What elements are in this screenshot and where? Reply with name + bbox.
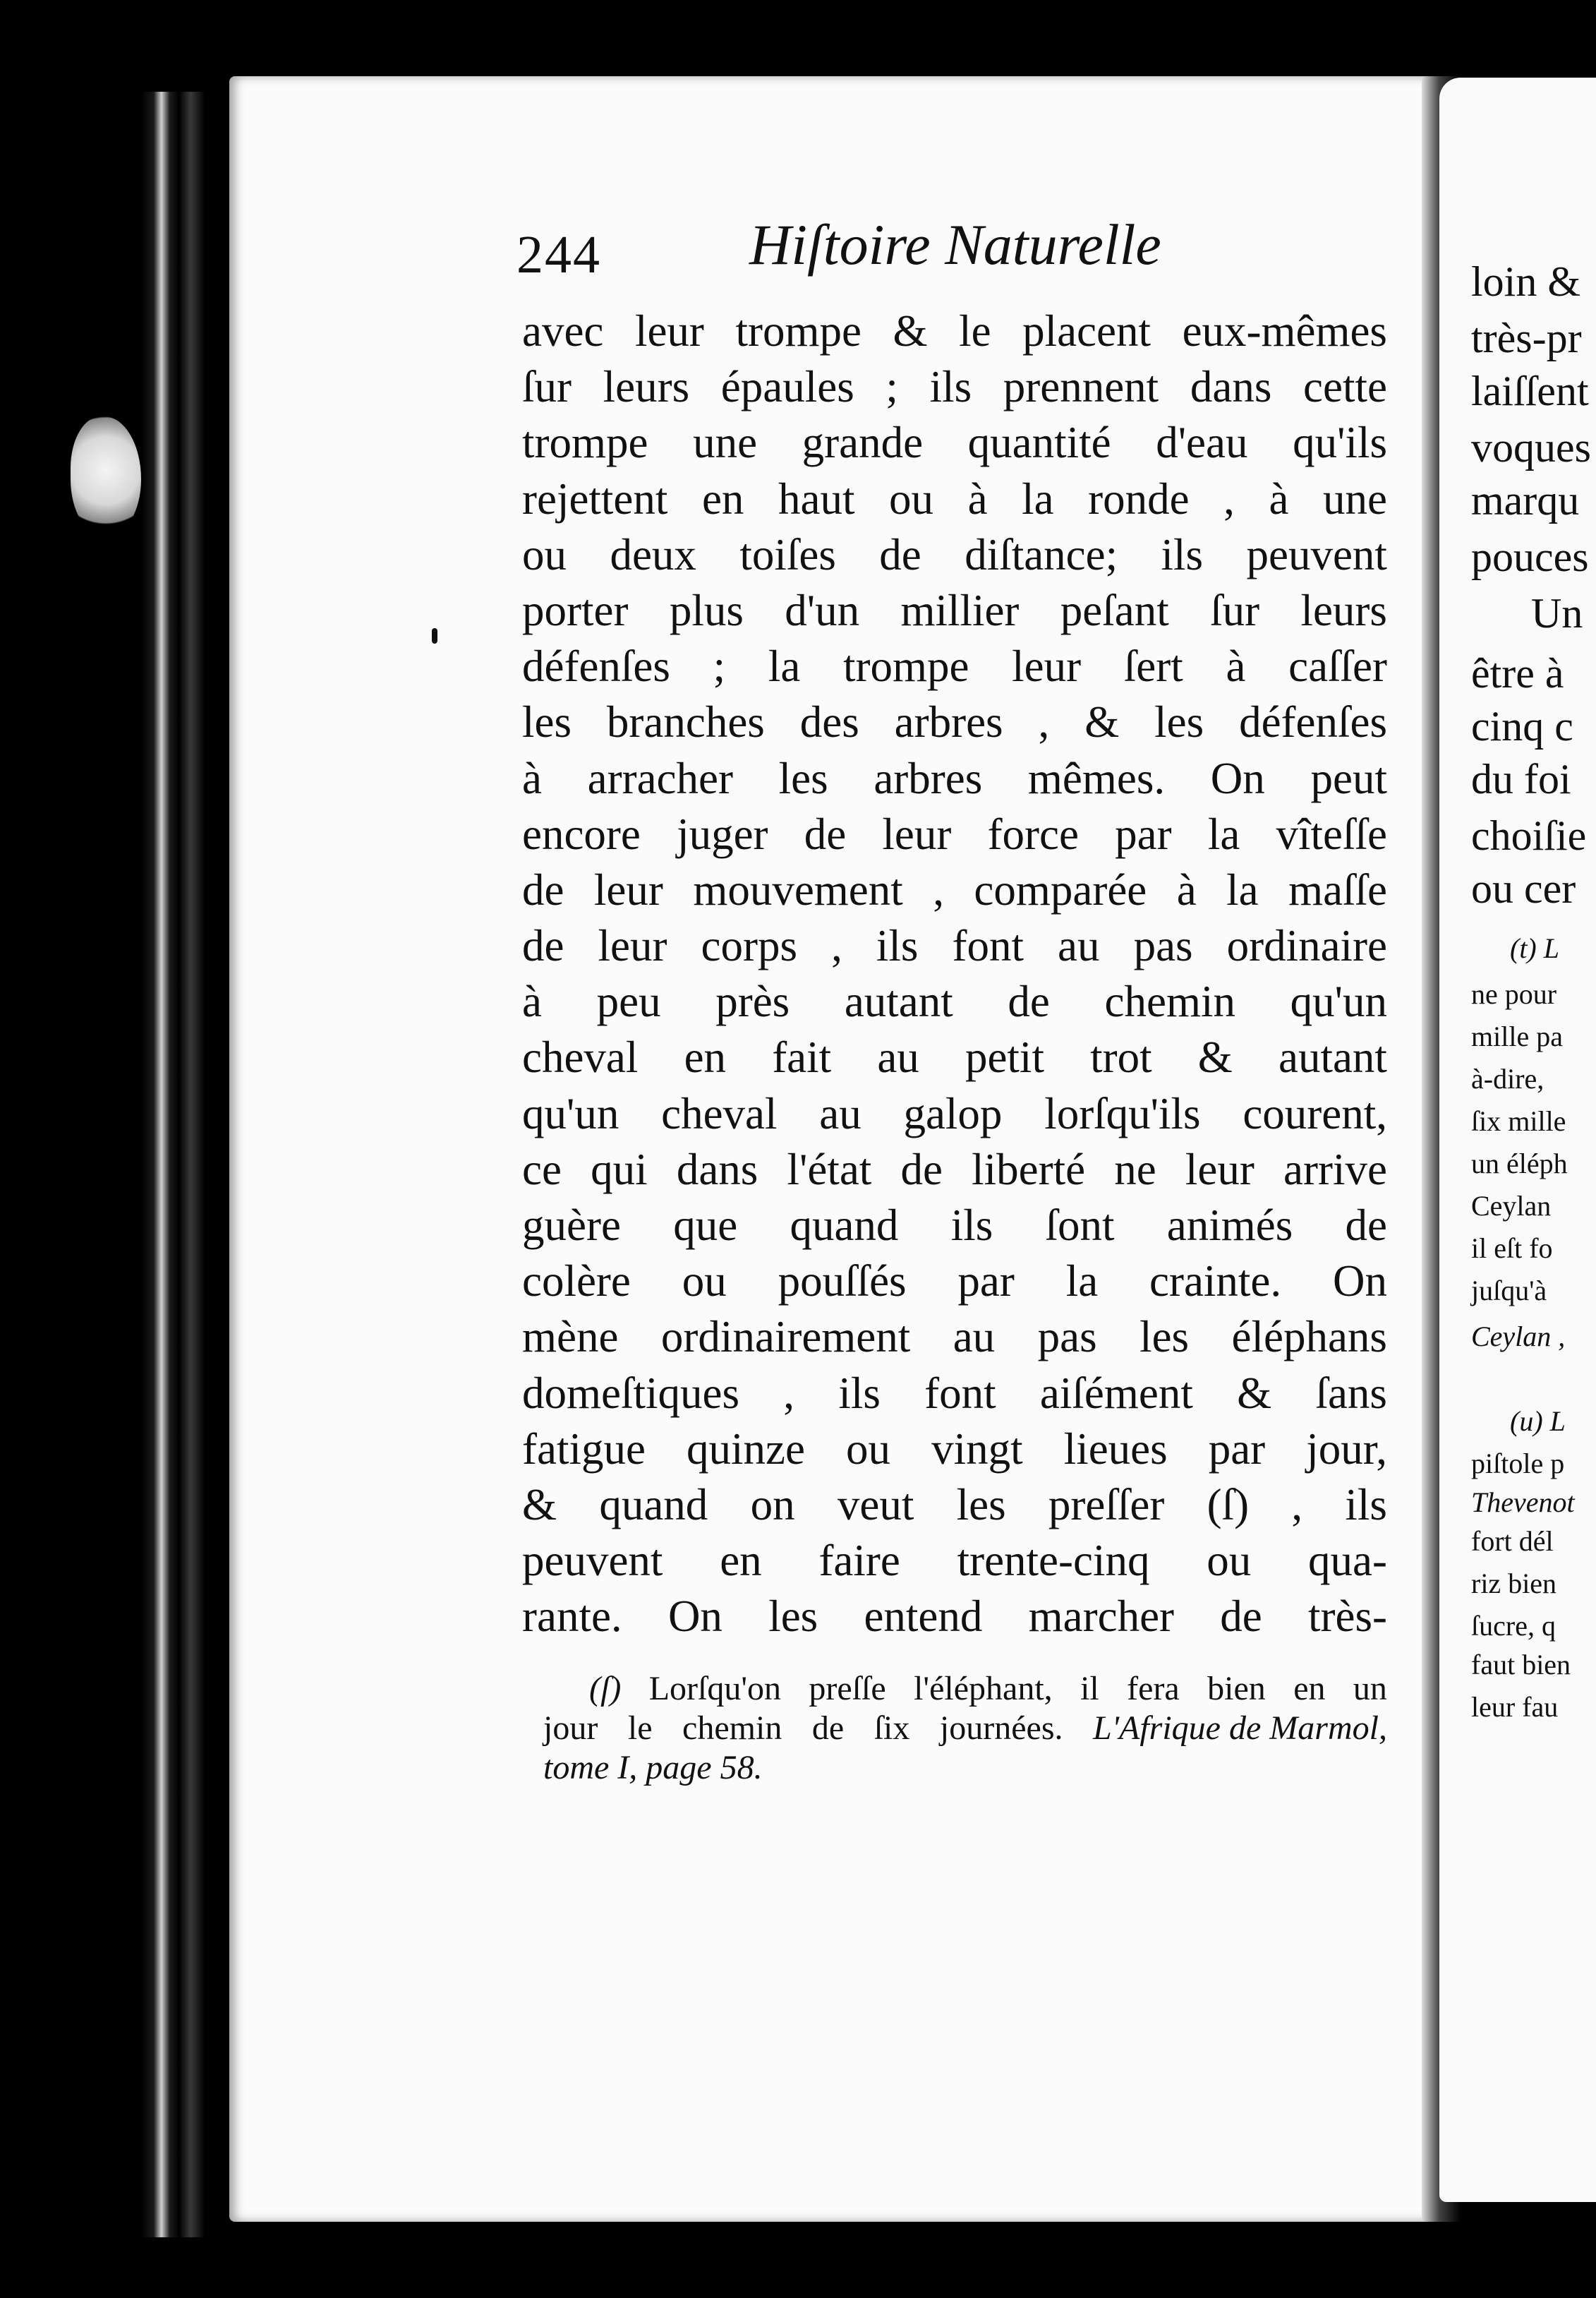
word: une	[1323, 474, 1387, 524]
word: de	[900, 1144, 943, 1194]
word: jour,	[1306, 1424, 1387, 1474]
word: On	[1210, 753, 1265, 803]
word: à	[522, 753, 542, 803]
word: ſur	[1210, 585, 1260, 635]
word: cette	[1303, 362, 1387, 412]
footnote-line-2	[543, 1709, 1387, 1748]
word: des	[799, 697, 859, 747]
word: la	[768, 642, 801, 692]
word: ;	[885, 362, 898, 412]
word: au	[1058, 921, 1100, 971]
text-line	[522, 1477, 1387, 1533]
word: autant	[1278, 1033, 1387, 1083]
right-page-line: choiſie	[1471, 812, 1587, 859]
word: chemin	[1104, 977, 1235, 1027]
word: quand	[599, 1479, 708, 1529]
word: peſant	[1060, 585, 1169, 635]
footnote-word: jour	[543, 1709, 598, 1747]
word: crainte.	[1149, 1256, 1282, 1306]
right-page-line: marqu	[1471, 477, 1580, 524]
text-line	[522, 639, 1387, 694]
word: ordinaire	[1226, 921, 1387, 971]
word: de	[522, 921, 564, 971]
word: la	[1065, 1256, 1099, 1306]
word: leur	[593, 865, 663, 915]
word: haut	[778, 474, 855, 524]
word: branches	[606, 697, 765, 747]
word: de	[1220, 1592, 1262, 1642]
word: cheval	[522, 1033, 639, 1083]
word: trompe	[735, 306, 862, 356]
footnote-word: preſſe	[809, 1670, 886, 1707]
word: peu	[596, 977, 661, 1027]
word: ,	[783, 1368, 795, 1418]
word: arrive	[1283, 1144, 1387, 1194]
right-page-footnote-line: il eſt fo	[1471, 1232, 1553, 1264]
word: ou	[846, 1424, 891, 1474]
word: quantité	[967, 418, 1111, 468]
word: quand	[790, 1201, 899, 1250]
word: la	[1226, 865, 1259, 915]
word: les	[778, 753, 828, 803]
word: qu'ils	[1293, 418, 1387, 468]
word: les	[768, 1592, 818, 1642]
word: qua-	[1307, 1536, 1387, 1586]
word: leur	[1012, 642, 1082, 692]
word: On	[667, 1592, 723, 1642]
text-line	[522, 1086, 1387, 1142]
text-line	[522, 1142, 1387, 1198]
footnote-word: bien	[1207, 1670, 1266, 1707]
word: guère	[522, 1201, 621, 1250]
word: épaules	[720, 362, 854, 412]
word: eux-mêmes	[1182, 306, 1387, 356]
word: avec	[522, 306, 604, 356]
word: leur	[1185, 1144, 1255, 1194]
word: rejettent	[522, 474, 668, 524]
right-page-footnote-line: ne pour	[1471, 978, 1557, 1010]
right-page-footnote-line: ſix mille	[1471, 1105, 1566, 1137]
word: les	[522, 697, 572, 747]
word: (ſ)	[1207, 1479, 1250, 1529]
word: animés	[1166, 1201, 1293, 1250]
word: ils	[838, 1368, 881, 1418]
word: très-	[1308, 1592, 1387, 1642]
word: de	[1345, 1201, 1387, 1250]
right-page-footnote-line: riz bien	[1471, 1568, 1557, 1599]
text-line	[522, 918, 1387, 974]
word: par	[1115, 809, 1172, 859]
right-page-footnote-line: mille pa	[1471, 1021, 1563, 1052]
right-page-footnote-line: à-dire,	[1471, 1063, 1544, 1095]
footnote-line-1	[543, 1669, 1387, 1709]
word: ou	[682, 1256, 727, 1306]
word: arbres	[894, 697, 1003, 747]
word: porter	[522, 585, 629, 635]
word: pas	[1133, 921, 1193, 971]
word: aiſément	[1039, 1368, 1193, 1418]
footnote-word: chemin	[682, 1709, 782, 1747]
word: en	[684, 1033, 727, 1083]
word: &	[893, 306, 928, 356]
text-line	[522, 1198, 1387, 1253]
text-line	[522, 974, 1387, 1030]
word: par	[1208, 1424, 1266, 1474]
word: ſont	[1045, 1201, 1115, 1250]
footnote-citation-ref: tome I, page 58.	[543, 1749, 763, 1786]
word: une	[693, 418, 758, 468]
word: rante.	[522, 1592, 622, 1642]
word: petit	[965, 1033, 1044, 1083]
word: le	[959, 306, 991, 356]
word: &	[1197, 1033, 1233, 1083]
word: ,	[831, 921, 842, 971]
word: ne	[1114, 1144, 1156, 1194]
word: trot	[1090, 1033, 1152, 1083]
word: ils	[1345, 1479, 1387, 1529]
word: quinze	[687, 1424, 805, 1474]
word: à	[967, 474, 988, 524]
footnote-citation-title: L'Afrique de Marmol,	[1093, 1709, 1387, 1747]
word: qu'un	[1290, 977, 1387, 1027]
word: la	[1207, 809, 1240, 859]
word: défenſes	[522, 642, 670, 692]
word: à	[522, 977, 542, 1027]
word: les	[1139, 1312, 1190, 1362]
word: par	[957, 1256, 1015, 1306]
word: maſſe	[1288, 865, 1387, 915]
footnote-word: journées.	[939, 1709, 1063, 1747]
text-line	[522, 1421, 1387, 1477]
right-page-footnote-line: (u) L	[1510, 1405, 1566, 1437]
word: ,	[933, 865, 944, 915]
word: peut	[1310, 753, 1387, 803]
word: ils	[929, 362, 972, 412]
right-page-footnote-line: faut bien	[1471, 1649, 1571, 1680]
right-page	[1439, 78, 1596, 2202]
page-number: 244	[516, 225, 601, 284]
word: on	[750, 1479, 795, 1529]
right-page-line: très-pr	[1471, 315, 1582, 361]
right-page-line: loin &	[1471, 258, 1581, 305]
word: entend	[864, 1592, 983, 1642]
word: ſans	[1315, 1368, 1387, 1418]
word: mène	[522, 1312, 619, 1362]
word: lieues	[1063, 1424, 1168, 1474]
word: défenſes	[1239, 697, 1387, 747]
right-page-footnote-line: fort dél	[1471, 1525, 1554, 1557]
right-page-line: cinq c	[1471, 703, 1573, 750]
word: pouſſés	[778, 1256, 907, 1306]
word: &	[1237, 1368, 1272, 1418]
word: qu'un	[522, 1088, 619, 1138]
text-line	[522, 1589, 1387, 1644]
word: comparée	[974, 865, 1147, 915]
right-page-line: pouces	[1471, 534, 1589, 580]
word: leurs	[1300, 585, 1387, 635]
right-page-line: être à	[1471, 650, 1564, 697]
right-page-footnote-line: Ceylan ,	[1471, 1321, 1566, 1352]
word: au	[877, 1033, 919, 1083]
right-page-footnote-line: leur fau	[1471, 1691, 1559, 1723]
text-line	[522, 862, 1387, 918]
right-page-footnote-line: juſqu'à	[1471, 1275, 1547, 1306]
word: en	[701, 474, 744, 524]
footnote-word: il	[1080, 1670, 1099, 1707]
right-page-footnote-line: ſucre, q	[1471, 1610, 1556, 1642]
word: trompe	[842, 642, 969, 692]
book-spine	[141, 92, 205, 2237]
word: ronde	[1088, 474, 1190, 524]
word: domeſtiques	[522, 1368, 739, 1418]
text-line	[522, 751, 1387, 807]
word: diſtance;	[965, 529, 1118, 579]
word: d'eau	[1156, 418, 1248, 468]
word: arbres	[873, 753, 983, 803]
word: de	[1008, 977, 1050, 1027]
word: les	[956, 1479, 1006, 1529]
word: en	[720, 1536, 762, 1586]
right-page-line: Un	[1531, 590, 1583, 637]
word: marcher	[1028, 1592, 1175, 1642]
text-line	[522, 583, 1387, 639]
footnote-word: en	[1293, 1670, 1326, 1707]
footnote-word: Lorſqu'on	[648, 1670, 782, 1707]
word: à	[1226, 642, 1246, 692]
footnote	[543, 1669, 1387, 1788]
word: au	[953, 1312, 996, 1362]
right-page-footnote-line: Thevenot	[1471, 1486, 1575, 1518]
word: preſſer	[1048, 1479, 1165, 1529]
word: veut	[837, 1479, 914, 1529]
margin-mark	[432, 628, 437, 644]
word: vingt	[931, 1424, 1023, 1474]
word: les	[1154, 697, 1204, 747]
word: leur	[598, 921, 667, 971]
running-title: Hiſtoire Naturelle	[749, 212, 1161, 277]
word: juger	[677, 809, 768, 859]
word: mouvement	[693, 865, 903, 915]
word: faire	[818, 1536, 900, 1586]
word: ,	[1038, 697, 1050, 747]
word: cheval	[661, 1088, 778, 1138]
right-page-footnote-line: un éléph	[1471, 1148, 1568, 1179]
text-line	[522, 527, 1387, 583]
right-page-footnote-line: Ceylan	[1471, 1190, 1552, 1222]
word: deux	[610, 529, 696, 579]
word: trente-cinq	[957, 1536, 1150, 1586]
word: pas	[1037, 1312, 1097, 1362]
word: ordinairement	[660, 1312, 911, 1362]
right-page-line: ou cer	[1471, 865, 1576, 912]
word: &	[522, 1479, 557, 1529]
footnote-word: (ſ)	[589, 1670, 622, 1707]
word: prennent	[1003, 362, 1159, 412]
word: autant	[844, 977, 953, 1027]
word: ils	[950, 1201, 993, 1250]
word: à	[1269, 474, 1289, 524]
word: vîteſſe	[1276, 809, 1387, 859]
footnote-line-3	[543, 1748, 1387, 1788]
word: ce	[522, 1144, 562, 1194]
word: leurs	[603, 362, 690, 412]
word: placent	[1022, 306, 1151, 356]
word: au	[819, 1088, 862, 1138]
word: font	[924, 1368, 996, 1418]
word: de	[804, 809, 847, 859]
word: que	[673, 1201, 738, 1250]
word: On	[1332, 1256, 1387, 1306]
word: toiſes	[739, 529, 836, 579]
word: près	[715, 977, 790, 1027]
word: peuvent	[522, 1536, 663, 1586]
text-line	[522, 1366, 1387, 1421]
footnote-word: l'éléphant,	[914, 1670, 1053, 1707]
word: dans	[676, 1144, 758, 1194]
text-line	[522, 415, 1387, 471]
word: arracher	[587, 753, 733, 803]
word: leur	[634, 306, 704, 356]
word: dans	[1190, 362, 1272, 412]
word: caſſer	[1288, 642, 1387, 692]
word: plus	[669, 585, 744, 635]
footnote-word: un	[1353, 1670, 1387, 1707]
text-line	[522, 1030, 1387, 1085]
text-line	[522, 694, 1387, 750]
word: leur	[882, 809, 952, 859]
footnote-word: fera	[1127, 1670, 1180, 1707]
word: ils	[876, 921, 919, 971]
word: liberté	[972, 1144, 1086, 1194]
word: ou	[1207, 1536, 1252, 1586]
word: millier	[900, 585, 1020, 635]
word: &	[1084, 697, 1120, 747]
word: courent,	[1243, 1088, 1387, 1138]
right-page-line: du foi	[1471, 756, 1571, 802]
word: de	[522, 865, 564, 915]
text-line	[522, 1309, 1387, 1365]
word: mêmes.	[1027, 753, 1166, 803]
text-line	[522, 1253, 1387, 1309]
word: lorſqu'ils	[1044, 1088, 1201, 1138]
word: ils	[1161, 529, 1204, 579]
word: trompe	[522, 418, 648, 468]
word: d'un	[785, 585, 860, 635]
word: ;	[713, 642, 726, 692]
word: force	[987, 809, 1079, 859]
word: éléphans	[1231, 1312, 1387, 1362]
text-line	[522, 807, 1387, 862]
footnote-word: de	[811, 1709, 845, 1747]
word: ,	[1223, 474, 1235, 524]
word: ou	[522, 529, 567, 579]
word: encore	[522, 809, 641, 859]
word: peuvent	[1246, 529, 1387, 579]
right-page-footnote-line: piſtole p	[1471, 1448, 1565, 1479]
word: corps	[701, 921, 798, 971]
footnote-word: ſix	[873, 1709, 910, 1747]
text-line	[522, 471, 1387, 527]
word: ,	[1291, 1479, 1303, 1529]
word: font	[952, 921, 1024, 971]
text-line	[522, 303, 1387, 359]
right-page-footnote-line: (t) L	[1510, 932, 1559, 964]
word: ou	[889, 474, 934, 524]
body-text	[522, 303, 1387, 1645]
word: la	[1022, 474, 1054, 524]
word: fait	[772, 1033, 832, 1083]
word: colère	[522, 1256, 631, 1306]
text-line	[522, 359, 1387, 415]
paper-stain	[71, 416, 141, 536]
right-page-line: laiſſent	[1471, 368, 1589, 414]
word: grande	[802, 418, 924, 468]
word: galop	[903, 1088, 1003, 1138]
word: l'état	[787, 1144, 872, 1194]
word: de	[879, 529, 921, 579]
footnote-word: le	[627, 1709, 653, 1747]
word: ſert	[1123, 642, 1183, 692]
word: qui	[591, 1144, 648, 1194]
word: ſur	[522, 362, 572, 412]
word: à	[1176, 865, 1197, 915]
right-page-line: voques	[1471, 424, 1591, 471]
word: fatigue	[522, 1424, 646, 1474]
text-line	[522, 1533, 1387, 1589]
